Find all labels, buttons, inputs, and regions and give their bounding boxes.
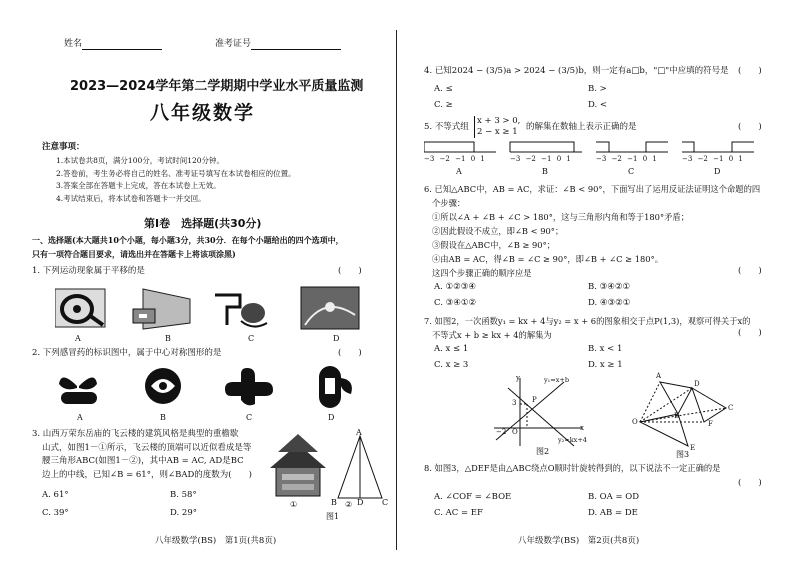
q6-line: 6. 已知△ABC中，AB = AC，求证：∠B < 90°，下面写出了运用反证法证明这个命题的四 — [424, 184, 761, 194]
q5-system — [474, 116, 520, 138]
exam-no-line — [251, 40, 341, 50]
q3-fig-label-2: ② — [345, 500, 353, 509]
q3-tri-label-d: D — [357, 498, 364, 507]
footer-page-1: 八年级数学(BS) 第1页(共8页) — [155, 536, 277, 546]
q8-fig3-d-label: D — [694, 380, 700, 388]
q1-label-d: D — [333, 334, 340, 343]
q5-text-suffix: 的解集在数轴上表示正确的是 — [526, 122, 637, 132]
exam-no-field — [215, 38, 341, 50]
q7-fig2-y1-label: y₁=x+b — [544, 376, 569, 384]
q5-ineq-2: 2 − x ≥ 1 — [477, 127, 518, 137]
q7-text — [424, 314, 750, 342]
section-intro-1: 一、选择题(本大题共10个小题，每小题3分，共30分．在每个小题给出的四个选项中， — [32, 235, 344, 245]
q5-answer-paren: ( ) — [738, 122, 762, 132]
q8-fig3-rotation — [630, 378, 730, 450]
q6-option-a: A. ①②③④ — [434, 282, 477, 292]
q7-option-d: D. x ≥ 1 — [588, 360, 623, 370]
q5-ineq-1: x + 3 > 0, — [477, 116, 521, 126]
q5-line-d — [682, 142, 754, 152]
q3-option-b: B. 58° — [170, 490, 197, 500]
q6-line: ①所以∠A + ∠B + ∠C > 180°，这与三角形内角和等于180°矛盾； — [432, 212, 689, 222]
q5-axis-d: −3 −2 −1 0 1 — [682, 155, 743, 163]
notice-list — [56, 155, 296, 205]
q2-label-c: C — [246, 413, 253, 422]
q8-fig3-caption: 图3 — [676, 450, 690, 459]
page-divider — [396, 30, 397, 550]
q8-fig3-c-label: C — [728, 404, 734, 412]
q6-line: ④由AB = AC，得∠B = ∠C ≥ 90°，即∠B + ∠C ≥ 180°。 — [432, 254, 664, 264]
q6-text — [424, 182, 760, 280]
q5-label-b: B — [542, 167, 548, 176]
q7-fig2-neg2-label: −2 — [496, 428, 507, 436]
q6-line: ③假设在△ABC中，∠B ≥ 90°； — [432, 240, 556, 250]
q5-line-b — [510, 142, 582, 152]
notice-item: 1.本试卷共8页，满分100分，考试时间120分钟。 — [56, 156, 225, 165]
exam-title: 2023—2024学年第二学期期中学业水平质量监测 — [70, 79, 364, 94]
q3-fig-triangle — [330, 428, 390, 508]
q3-tri-label-c: C — [382, 498, 389, 507]
q8-fig3-a-label: A — [656, 372, 662, 380]
q3-tri-label-a: A — [356, 428, 362, 437]
q3-tri-label-b: B — [331, 498, 337, 507]
q7-fig2-x-label: x — [580, 424, 584, 432]
q8-fig3-e-label: E — [690, 444, 696, 452]
q7-fig2-caption: 图2 — [536, 447, 550, 456]
q5-axis-b: −3 −2 −1 0 1 — [510, 155, 571, 163]
q2-fig-d-capsule-icon — [319, 366, 352, 408]
q8-fig3-b-label: B — [674, 412, 680, 420]
q8-text: 8. 如图3，△DEF是由△ABC绕点O顺时针旋转得到的，以下说法不一定正确的是 — [424, 463, 721, 473]
q5-text-prefix: 5. 不等式组 — [424, 122, 469, 132]
q3-line: 腰三角形ABC(如图1－②)，其中AB = AC, AD是BC — [42, 456, 244, 466]
q7-option-b: B. x < 1 — [588, 344, 623, 354]
q7-fig2-y-label: y — [516, 374, 520, 382]
q3-fig-caption: 图1 — [326, 512, 340, 521]
q8-option-c: C. AC = EF — [434, 508, 483, 518]
q1-fig-b-drawer — [133, 289, 190, 329]
q1-text: 1. 下列运动现象属于平移的是 — [32, 266, 145, 276]
q2-text: 2. 下列感冒药的标识图中，属于中心对称图形的是 — [32, 348, 222, 358]
q7-fig2-origin-label: O — [512, 428, 518, 436]
q8-option-d: D. AB = DE — [588, 508, 638, 518]
q2-label-d: D — [328, 413, 335, 422]
q3-fig-tower — [268, 430, 328, 498]
q8-option-b: B. OA = OD — [588, 492, 640, 502]
section-intro-2: 只有一项符合题目要求，请选出并在答题卡上将该项涂黑) — [32, 249, 236, 259]
q7-option-c: C. x ≥ 3 — [434, 360, 469, 370]
q5-line-c — [596, 142, 668, 152]
q2-label-a: A — [77, 413, 83, 422]
q3-line: 边上的中线，已知∠B = 61°，则∠BAD的度数为( ) — [42, 469, 252, 480]
q1-fig-c-faucet — [215, 295, 267, 327]
q1-label-b: B — [165, 334, 171, 343]
q2-fig-c-cross-icon — [225, 368, 273, 405]
q7-fig2-y2-label: y₂=kx+4 — [558, 436, 587, 444]
q1-answer-paren: ( ) — [338, 266, 362, 276]
page-2 — [398, 0, 794, 562]
q7-line: 7. 如图2，一次函数y₁ = kx + 4与y₂ = x + 6的图象相交于点P(1,3)，观察可得关于x的 — [424, 316, 751, 326]
q5-label-a: A — [456, 167, 462, 176]
q1-label-c: C — [248, 334, 255, 343]
q1-label-a: A — [75, 334, 81, 343]
q8-fig3-f-label: F — [708, 420, 713, 428]
q6-option-d: D. ④③②① — [588, 298, 631, 308]
q7-answer-paren: ( ) — [738, 328, 762, 338]
q3-text — [32, 428, 252, 482]
name-field — [64, 38, 162, 50]
q5-axis-a: −3 −2 −1 0 1 — [424, 155, 485, 163]
q4-text: 4. 已知2024 − (3/5)a > 2024 − (3/5)b，则一定有a□b，"□"中应填的符号是 — [424, 66, 729, 76]
q5-label-c: C — [628, 167, 635, 176]
q2-label-b: B — [160, 413, 166, 422]
q3-option-a: A. 61° — [42, 490, 69, 500]
name-line — [82, 40, 162, 50]
q3-line: 3. 山西万荣东岳庙的飞云楼的建筑风格是典型的重檐歇 — [32, 429, 239, 439]
q5-axis-c: −3 −2 −1 0 1 — [596, 155, 657, 163]
q8-fig3-o-label: O — [632, 418, 638, 426]
footer-page-2: 八年级数学(BS) 第2页(共8页) — [518, 536, 640, 546]
q7-option-a: A. x ≤ 1 — [434, 344, 469, 354]
q1-fig-a-steering-wheel — [55, 289, 105, 327]
q8-option-a: A. ∠COF = ∠BOE — [434, 492, 512, 502]
q1-figures — [55, 285, 375, 335]
q1-fig-d-photo — [301, 287, 359, 329]
q6-answer-paren: ( ) — [738, 266, 762, 276]
q7-line: 不等式x + b ≥ kx + 4的解集为 — [432, 330, 552, 340]
q2-figures — [55, 364, 365, 414]
q4-option-c: C. ≥ — [434, 100, 453, 110]
q4-option-d: D. < — [588, 100, 608, 110]
notice-heading: 注意事项： — [42, 142, 85, 152]
q6-option-b: B. ③④②① — [588, 282, 631, 292]
q5-label-d: D — [714, 167, 721, 176]
q4-option-a: A. ≤ — [434, 84, 453, 94]
q3-option-c: C. 39° — [42, 508, 69, 518]
q4-option-b: B. > — [588, 84, 607, 94]
q7-fig2-p-label: P — [532, 396, 537, 404]
notice-item: 4.考试结束后，将本试卷和答题卡一并交回。 — [56, 193, 206, 203]
q6-option-c: C. ③④①② — [434, 298, 477, 308]
q8-answer-paren: ( ) — [738, 478, 762, 488]
q7-fig2-3-label: 3 — [512, 399, 517, 407]
q2-answer-paren: ( ) — [338, 348, 362, 358]
q3-fig-label-1: ① — [290, 500, 298, 509]
q5-line-a — [424, 142, 496, 152]
notice-item: 3.答案全部在答题卡上完成，答在本试卷上无效。 — [56, 181, 221, 190]
q6-line: 这四个步骤正确的顺序应是 — [432, 268, 532, 278]
exam-no-label: 准考证号 — [215, 39, 252, 49]
section-title: 第Ⅰ卷 选择题(共30分) — [144, 217, 262, 230]
subject-title: 八年级数学 — [150, 102, 256, 124]
q2-fig-b-swirl-icon — [145, 368, 181, 404]
q6-line: ②因此假设不成立，即∠B < 90°； — [432, 226, 564, 236]
q3-option-d: D. 29° — [170, 508, 197, 518]
notice-item: 2.答卷前，考生务必将自己的姓名、准考证号填写在本试卷相应的位置。 — [56, 168, 296, 178]
name-label: 姓名 — [64, 39, 83, 49]
q3-line: 山式，如图1－①所示，飞云楼的顶端可以近似看成是等 — [42, 442, 252, 453]
q4-answer-paren: ( ) — [738, 66, 762, 76]
q6-line: 个步骤： — [432, 198, 466, 208]
q2-fig-a-sprout-icon — [59, 377, 97, 404]
